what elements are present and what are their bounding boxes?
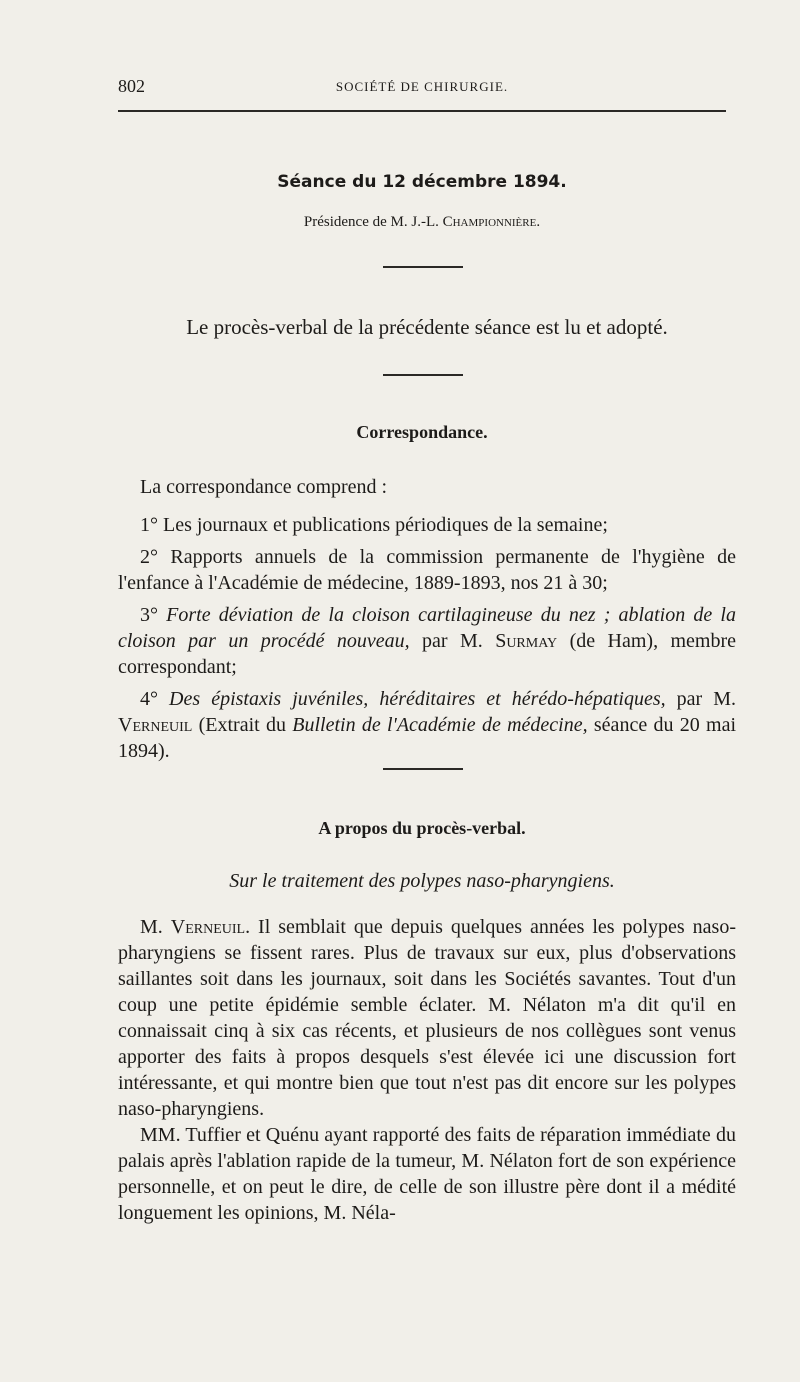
a-propos-body xyxy=(118,914,736,1226)
correspondance-body xyxy=(118,474,736,764)
item-3-number: 3° xyxy=(140,604,167,626)
correspondance-item-1: 1° Les journaux et publications périodiques de la semaine; xyxy=(140,514,608,536)
a-propos-paragraph-1 xyxy=(118,914,736,1122)
item-3-author: Surmay xyxy=(495,630,558,652)
correspondance-item-2: 2° Rapports annuels de la commission permanente de l'hygiène de l'enfance à l'Académie de médecine, 1889-1893, nos 21 à 30; xyxy=(118,546,736,594)
proces-verbal-statement xyxy=(118,314,736,340)
item-4-by: par M. xyxy=(665,688,737,710)
item-4-rest: séance du 20 mai 1894). xyxy=(118,714,737,762)
page-number: 802 xyxy=(118,76,145,96)
a-propos-paragraph-2: MM. Tuffier et Quénu ayant rapporté des faits de réparation immédiate du palais après l'ablation rapide de la tumeur, M. Nélaton fort de son expérience personnelle, et on peut le dire, de celle de son illustre père dont il a médité longuement les opinions, M. Néla- xyxy=(118,1124,736,1224)
para-1-author: Verneuil xyxy=(170,916,246,938)
section-divider xyxy=(383,768,463,770)
para-1-text: . Il semblait que depuis quelques années les polypes naso-pharyngiens se fissent rares. Plus de travaux sur eux, plus d'observations saillantes soit dans les journaux, soit dans les Sociétés savantes. Tout d'un coup une petite épidémie semble éclater. M. Nélaton m'a dit qu'il en connaissait cinq à six cas récents, et plusieurs de nos collègues sont venus apporter des faits à propos desquels s'est élevée ici une discussion fort intéressante, et qui montre bien que tout n'est pas dit encore sur les polypes naso-pharyngiens. xyxy=(118,916,736,1120)
item-4-number: 4° xyxy=(140,688,170,710)
item-4-title: Des épistaxis juvéniles, héréditaires et hérédo-hépatiques, xyxy=(169,688,666,710)
proces-verbal-line: Le procès-verbal de la précédente séance est lu et adopté. xyxy=(186,315,668,339)
header-rule xyxy=(118,110,726,112)
item-3-rest: (de Ham), membre correspondant; xyxy=(118,630,737,678)
item-4-mid: (Extrait du xyxy=(192,714,293,736)
correspondance-intro: La correspondance comprend : xyxy=(140,476,388,498)
section-divider xyxy=(383,266,463,268)
presidence-line xyxy=(118,214,726,231)
a-propos-subheading: Sur le traitement des polypes naso-pharyngiens. xyxy=(229,870,615,892)
presidence-name: Championnière. xyxy=(442,214,541,230)
item-3-title: Forte déviation de la cloison cartilagineuse du nez ; ablation de la cloison par un procédé nouveau, xyxy=(118,604,736,652)
running-title: SOCIÉTÉ DE CHIRURGIE. xyxy=(335,79,509,94)
correspondance-heading: Correspondance. xyxy=(356,422,488,442)
correspondance-item-3 xyxy=(118,602,736,680)
correspondance-item-4 xyxy=(118,686,736,764)
item-4-journal: Bulletin de l'Académie de médecine, xyxy=(292,714,588,736)
seance-title: Séance du 12 décembre 1894. xyxy=(277,172,567,192)
page-header xyxy=(118,76,726,102)
presidence-prefix: Présidence de M. J.-L. xyxy=(303,214,443,230)
section-divider xyxy=(383,374,463,376)
item-3-by: par M. xyxy=(409,630,496,652)
para-1-prefix: M. xyxy=(140,916,171,938)
item-4-author: Verneuil xyxy=(118,714,193,736)
a-propos-heading: A propos du procès-verbal. xyxy=(318,818,526,838)
